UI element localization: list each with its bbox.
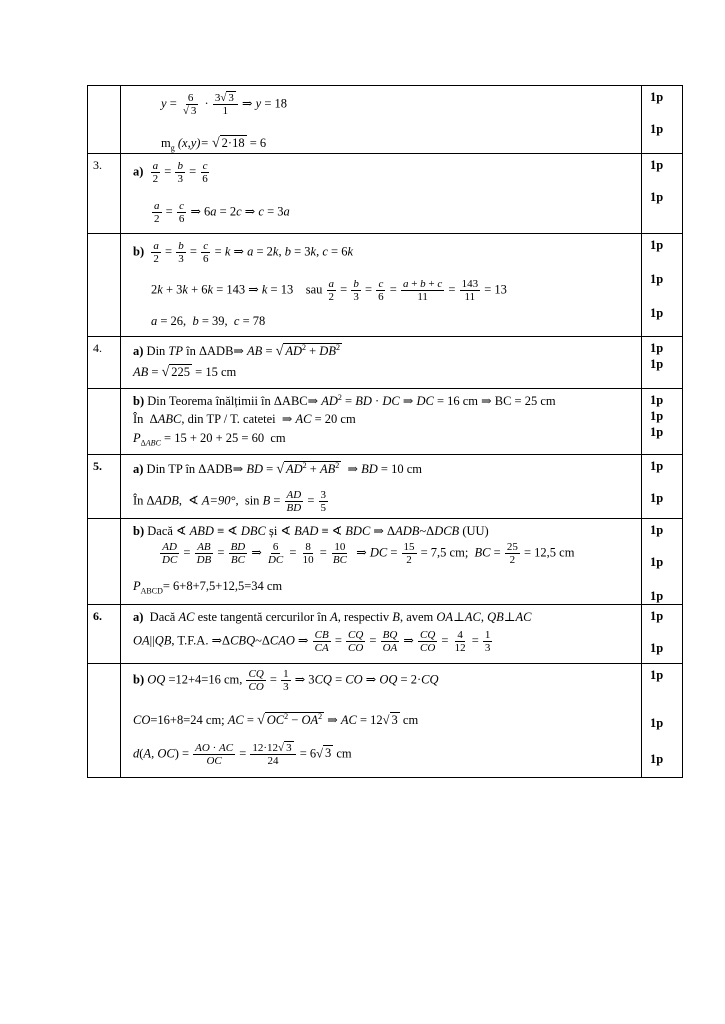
mg-label: m	[161, 136, 171, 150]
solution-cell	[121, 86, 642, 154]
mg-args: (x,y)=	[177, 136, 209, 150]
label-b: b)	[133, 524, 145, 538]
table-row	[88, 337, 683, 389]
points-label: 1p	[650, 409, 664, 423]
points-label: 1p	[650, 122, 664, 136]
points-label: 1p	[650, 589, 664, 603]
solution-cell	[121, 455, 642, 519]
points-cell	[642, 337, 683, 389]
bc-text: ⇒ BC = 25 cm	[481, 394, 556, 409]
mg-sub: g	[170, 143, 175, 153]
points-label: 1p	[650, 668, 664, 682]
table-row	[88, 389, 683, 455]
table-row	[88, 234, 683, 337]
points-label: 1p	[650, 90, 664, 104]
solution-cell	[121, 605, 642, 664]
math-line: $P_{\Delta ABC} = 15 + 20 + 25 = 60$ cm	[133, 431, 286, 448]
points-label: 1p	[650, 609, 664, 623]
row4a-text: în ΔADB⇒	[186, 344, 244, 359]
tangent-text: este tangentă cercurilor în	[197, 610, 328, 624]
table-row	[88, 605, 683, 664]
math-line: 2k + 3k + 6k = 143 ⇒ k = 13 sau $\frac{a}{2}$ = $\frac{b}{3}$ = $\frac{c}{6}$ = $\frac{a + b + c}{11}$ = $\frac{143}{11}$ = 13	[151, 278, 507, 303]
table-row	[88, 86, 683, 154]
math-line: OA||QB, T.F.A. ⇒ΔCBQ~ΔCAO ⇒ $\frac{CB}{CA}$ = $\frac{CQ}{CO}$ = $\frac{BQ}{OA}$ ⇒ $\frac{CQ}{CO}$ = $\frac{4}{12}$ = $\frac{1}{3}$	[133, 629, 491, 654]
math-line: În ΔABC, din TP / T. catetei ⇒ AC = 20 cm	[133, 412, 356, 426]
perim-text: = 6+8+7,5+12,5=34 cm	[162, 579, 283, 593]
math-line: b) Din Teorema înălțimii în ΔABC⇒ $AD^2$ = BD · DC ⇒ DC = 16 cm ⇒ BC = 25 cm	[133, 393, 556, 409]
points-label: 1p	[650, 158, 664, 172]
points-label: 1p	[650, 306, 664, 320]
math-line: $m_g$ (x,y)= √ 2·18 = 6	[161, 136, 267, 153]
points-label: 1p	[650, 523, 664, 537]
math-line: y = $\frac{6}{√ 3}$ · $\frac{3√ 3}{1}$ ⇒ y = 18	[161, 92, 287, 117]
label-a: a)	[133, 610, 144, 624]
points-label: 1p	[650, 393, 664, 407]
points-label: 1p	[650, 555, 664, 569]
points-cell	[642, 455, 683, 519]
math-line: b) OQ =12+4=16 cm, $\frac{CQ}{CO}$ = $\frac{1}{3}$ ⇒ 3CQ = CO ⇒ OQ = 2·CQ	[133, 668, 439, 693]
points-label: 1p	[650, 425, 664, 439]
math-line: a) $\frac{a}{2}$ = $\frac{b}{3}$ = $\frac{c}{6}$	[133, 160, 208, 185]
row-number	[88, 86, 121, 154]
points-cell	[642, 234, 683, 337]
tfa-text: , T.F.A.	[171, 633, 209, 648]
math-line: În ΔADB, ∢ A=90°, sin B = $\frac{AD}{BD}$ = $\frac{3}{5}$	[133, 489, 326, 514]
row5a-text: Din TP în ΔADB⇒	[146, 462, 244, 477]
points-label: 1p	[650, 716, 664, 730]
points-cell	[642, 86, 683, 154]
si-text: și	[269, 524, 278, 538]
respectiv-text: , respectiv	[337, 610, 390, 624]
points-label: 1p	[650, 238, 664, 252]
math-line: d(A, OC) = $\frac{AO \cdot AC}{OC}$ = $\frac{12\cdot 12√ 3}{24}$ = 6√ 3 cm	[133, 742, 352, 767]
points-cell	[642, 605, 683, 664]
points-label: 1p	[650, 357, 664, 371]
row-number	[88, 234, 121, 337]
in-text: În	[133, 493, 144, 508]
math-line: $\frac{a}{2}$ = $\frac{c}{6}$ ⇒ 6a = 2c ⇒ c = 3a	[154, 200, 290, 225]
points-label: 1p	[650, 190, 664, 204]
row-number: 6.	[88, 605, 121, 664]
row-number: 5.	[88, 455, 121, 519]
math-line: $P_{ABCD}= 6+8+7,5+12,5=34$ cm	[133, 579, 283, 596]
solution-cell	[121, 664, 642, 778]
co-text: =16+8=24 cm;	[150, 713, 225, 728]
points-cell	[642, 154, 683, 234]
points-label: 1p	[650, 459, 664, 473]
table-row	[88, 455, 683, 519]
label-a: a)	[133, 164, 144, 179]
tp-text: , din TP / T. catetei	[181, 412, 276, 426]
math-line: a) Din TP în ΔADB⇒ BD = √ $AD^2 + AB^2$ ⇒ BD = 10 cm	[133, 461, 422, 478]
solution-cell	[121, 234, 642, 337]
row-number: 3.	[88, 154, 121, 234]
math-line: AB = √ 225 = 15 cm	[133, 365, 237, 380]
label-b: b)	[133, 244, 145, 259]
uu-text: (UU)	[462, 524, 489, 538]
solution-cell	[121, 519, 642, 605]
table-row	[88, 519, 683, 605]
math-line: a) Din TP în ΔADB⇒ AB = √ $AD^2 + DB^2$	[133, 343, 340, 360]
points-label: 1p	[650, 272, 664, 286]
points-label: 1p	[650, 641, 664, 655]
label-a: a)	[133, 462, 144, 477]
oq-text: =12+4=16 cm,	[168, 672, 243, 687]
row4b-text: Din Teorema înălțimii în ΔABC⇒	[147, 394, 319, 409]
math-line: b) $\frac{a}{2}$ = $\frac{b}{3}$ = $\frac{c}{6}$ = k ⇒ a = 2k, b = 3k, c = 6k	[133, 240, 354, 265]
points-label: 1p	[650, 491, 664, 505]
points-cell	[642, 519, 683, 605]
table-row	[88, 664, 683, 778]
math-line: b) Dacă ∢ ABD ≡ ∢ DBC și ∢ BAD ≡ ∢ BDC ⇒ ΔADB~ΔDCB (UU)	[133, 524, 489, 538]
math-line: a = 26, b = 39, c = 78	[151, 314, 266, 328]
angle-text: A=90°,	[201, 493, 239, 508]
math-line: CO=16+8=24 cm; AC = √ $OC^2 - OA^2$ ⇒ AC = 12√ 3 cm	[133, 712, 419, 729]
in-text: În	[133, 412, 144, 426]
table-row	[88, 154, 683, 234]
daca-text: Dacă	[147, 524, 173, 538]
daca-text: Dacă	[149, 610, 176, 624]
label-b: b)	[133, 672, 145, 687]
din-text: Din	[146, 344, 166, 359]
perim-sub: ABCD	[140, 586, 163, 596]
sau-text: sau	[305, 282, 323, 297]
row-number	[88, 519, 121, 605]
solutions-table	[87, 85, 683, 778]
row-number: 4.	[88, 337, 121, 389]
row-number	[88, 664, 121, 778]
solution-cell	[121, 154, 642, 234]
solution-cell	[121, 389, 642, 455]
points-label: 1p	[650, 752, 664, 766]
label-a: a)	[133, 344, 144, 359]
avem-text: , avem	[399, 610, 434, 624]
points-cell	[642, 664, 683, 778]
points-cell	[642, 389, 683, 455]
solution-cell	[121, 337, 642, 389]
math-line: a) Dacă AC este tangentă cercurilor în A, respectiv B, avem OA⊥AC, QB⊥AC	[133, 610, 532, 624]
points-label: 1p	[650, 341, 664, 355]
label-b: b)	[133, 394, 145, 409]
row-number	[88, 389, 121, 455]
math-line: $\frac{AD}{DC}$ = $\frac{AB}{DB}$ = $\frac{BD}{BC}$ ⇒ $\frac{6}{DC}$ = $\frac{8}{10}$ = $\frac{10}{BC}$ ⇒ DC = $\frac{15}{2}$ = 7,5 cm; BC = $\frac{25}{2}$ = 12,5 cm	[162, 541, 575, 566]
